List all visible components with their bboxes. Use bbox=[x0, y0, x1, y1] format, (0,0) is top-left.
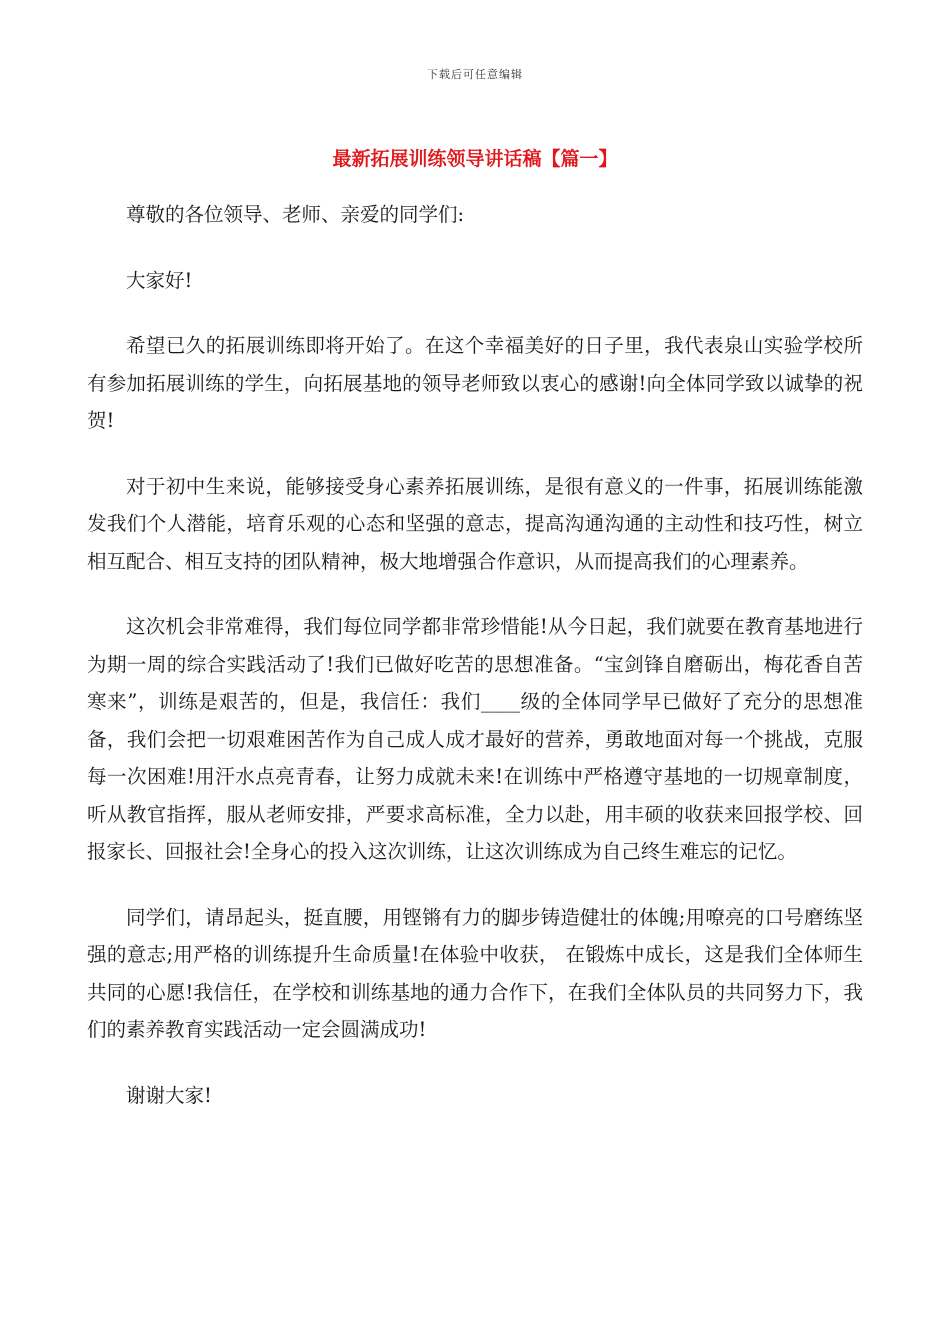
paragraph: 这次机会非常难得，我们每位同学都非常珍惜能!从今日起，我们就要在教育基地进行为期一周的综合实践活动了!我们已做好吃苦的思想准备。“宝剑锋自磨砺出，梅花香自苦寒来”，训练是艰苦的，但是，我信任：我们____级的全体同学早已做好了充分的思想准备，我们会把一切艰难困苦作为自己成人成才最好的营养，勇敢地面对每一个挑战，克服每一次困难!用汗水点亮青春，让努力成就未来!在训练中严格遵守基地的一切规章制度，听从教官指挥，服从老师安排，严要求高标准，全力以赴，用丰硕的收获来回报学校、回报家长、回报社会!全身心的投入这次训练，让这次训练成为自己终生难忘的记忆。 bbox=[87, 615, 863, 863]
paragraph: 同学们，请昂起头，挺直腰，用铿锵有力的脚步铸造健壮的体魄;用嘹亮的口号磨练坚强的意志;用严格的训练提升生命质量!在体验中收获， 在锻炼中成长，这是我们全体师生共同的心愿!我信任，在学校和训练基地的通力合作下，在我们全体队员的共同努力下，我们的素养教育实践活动一定会圆满成功! bbox=[87, 905, 863, 1041]
paragraph: 对于初中生来说，能够接受身心素养拓展训练，是很有意义的一件事，拓展训练能激发我们个人潜能，培育乐观的心态和坚强的意志，提高沟通沟通的主动性和技巧性，树立相互配合、相互支持的团队精神，极大地增强合作意识，从而提高我们的心理素养。 bbox=[87, 474, 863, 573]
paragraph: 希望已久的拓展训练即将开始了。在这个幸福美好的日子里，我代表泉山实验学校所有参加拓展训练的学生，向拓展基地的领导老师致以衷心的感谢!向全体同学致以诚挚的祝贺! bbox=[87, 334, 863, 432]
header-note: 下载后可任意编辑 bbox=[427, 68, 523, 81]
greeting: 大家好! bbox=[126, 268, 193, 292]
salutation: 尊敬的各位领导、老师、亲爱的同学们: bbox=[126, 203, 465, 226]
document-body bbox=[87, 196, 863, 1142]
closing: 谢谢大家! bbox=[126, 1083, 212, 1107]
document-title: 最新拓展训练领导讲话稿【篇一】 bbox=[332, 148, 618, 170]
